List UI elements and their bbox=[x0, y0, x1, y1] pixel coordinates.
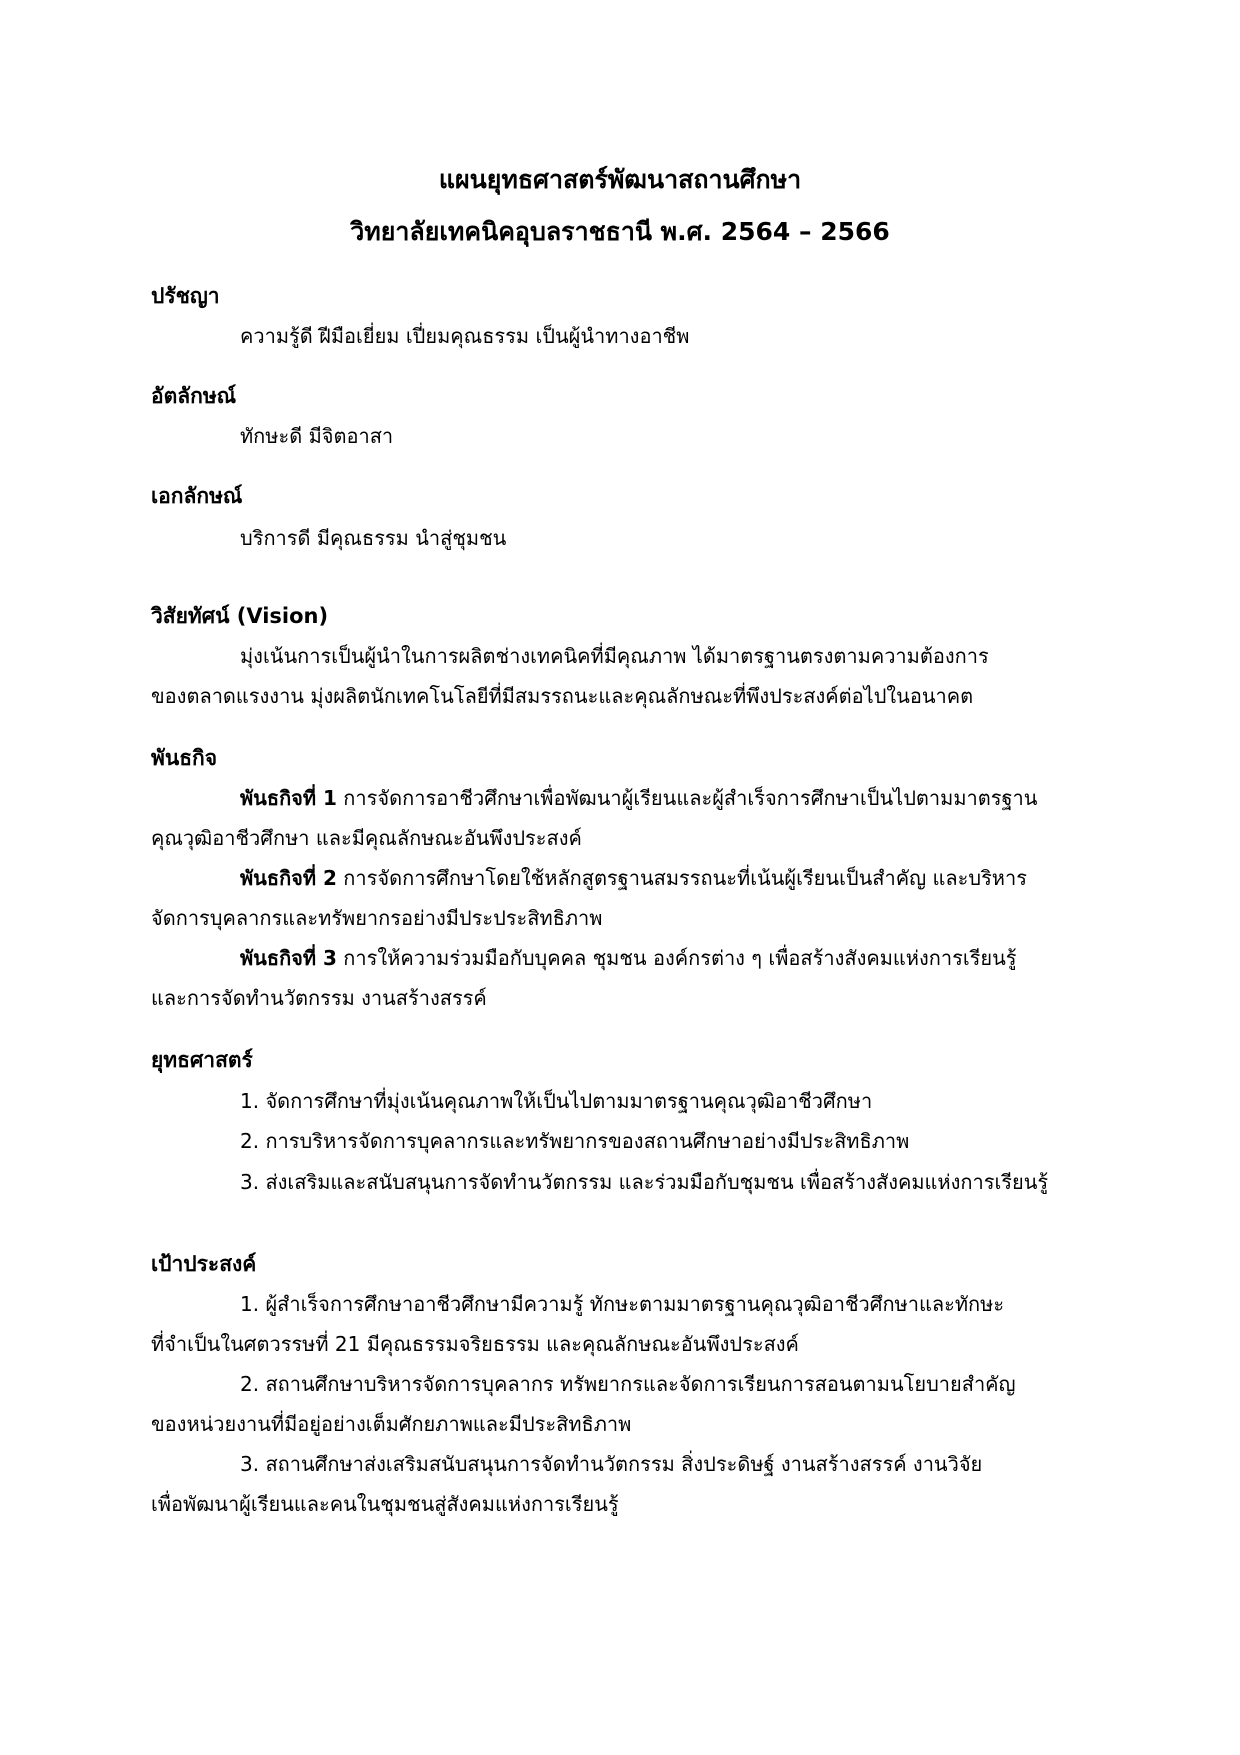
identity-text: ทักษะดี มีจิตอาสา bbox=[240, 424, 394, 448]
mission-item-2-text: การจัดการศึกษาโดยใช้หลักสูตรฐานสมรรถนะที่เน้นผู้เรียนเป็นสำคัญ และบริหาร bbox=[336, 866, 1027, 890]
identity-heading: อัตลักษณ์ bbox=[151, 384, 237, 408]
strategy-item-1: 1. จัดการศึกษาที่มุ่งเน้นคุณภาพให้เป็นไปตามมาตรฐานคุณวุฒิอาชีวศึกษา bbox=[240, 1089, 873, 1113]
document-title-line2: วิทยาลัยเทคนิคอุบลราชธานี พ.ศ. 2564 – 2566 bbox=[350, 217, 890, 246]
strategy-item-3: 3. ส่งเสริมและสนับสนุนการจัดทำนวัตกรรม และร่วมมือกับชุมชน เพื่อสร้างสังคมแห่งการเรียนรู้ bbox=[240, 1170, 1049, 1194]
uniqueness-text: บริการดี มีคุณธรรม นำสู่ชุมชน bbox=[240, 526, 507, 550]
vision-heading: วิสัยทัศน์ (Vision) bbox=[151, 604, 329, 628]
mission-heading: พันธกิจ bbox=[151, 746, 218, 770]
goal-item-3-line1: 3. สถานศึกษาส่งเสริมสนับสนุนการจัดทำนวัตกรรม สิ่งประดิษฐ์ งานสร้างสรรค์ งานวิจัย bbox=[240, 1452, 983, 1476]
mission-item-2-label: พันธกิจที่ 2 bbox=[240, 866, 337, 890]
strategy-item-2: 2. การบริหารจัดการบุคลากรและทรัพยากรของสถานศึกษาอย่างมีประสิทธิภาพ bbox=[240, 1129, 910, 1153]
mission-item-3-label: พันธกิจที่ 3 bbox=[240, 946, 337, 970]
vision-line1: มุ่งเน้นการเป็นผู้นำในการผลิตช่างเทคนิคที่มีคุณภาพ ได้มาตรฐานตรงตามความต้องการ bbox=[240, 644, 989, 668]
mission-item-3-line1 bbox=[240, 942, 1017, 974]
goal-item-2-line2: ของหน่วยงานที่มีอยู่อย่างเต็มศักยภาพและมีประสิทธิภาพ bbox=[151, 1412, 632, 1436]
mission-item-1-text: การจัดการอาชีวศึกษาเพื่อพัฒนาผู้เรียนและผู้สำเร็จการศึกษาเป็นไปตามมาตรฐาน bbox=[336, 786, 1038, 810]
document-title-line1: แผนยุทธศาสตร์พัฒนาสถานศึกษา bbox=[438, 165, 802, 194]
mission-item-1-label: พันธกิจที่ 1 bbox=[240, 786, 337, 810]
philosophy-text: ความรู้ดี ฝีมือเยี่ยม เปี่ยมคุณธรรม เป็นผู้นำทางอาชีพ bbox=[240, 324, 690, 348]
mission-item-1-line2: คุณวุฒิอาชีวศึกษา และมีคุณลักษณะอันพึงประสงค์ bbox=[151, 826, 582, 850]
mission-item-2-line2: จัดการบุคลากรและทรัพยากรอย่างมีประประสิทธิภาพ bbox=[151, 906, 603, 930]
vision-line2: ของตลาดแรงงาน มุ่งผลิตนักเทคโนโลยีที่มีสมรรถนะและคุณลักษณะที่พึงประสงค์ต่อไปในอนาคต bbox=[151, 684, 974, 708]
goal-item-2-line1: 2. สถานศึกษาบริหารจัดการบุคลากร ทรัพยากรและจัดการเรียนการสอนตามนโยบายสำคัญ bbox=[240, 1372, 1016, 1396]
strategy-heading: ยุทธศาสตร์ bbox=[151, 1048, 253, 1072]
mission-item-1-line1 bbox=[240, 782, 1037, 814]
goal-item-1-line2: ที่จำเป็นในศตวรรษที่ 21 มีคุณธรรมจริยธรรม และคุณลักษณะอันพึงประสงค์ bbox=[151, 1332, 799, 1356]
philosophy-heading: ปรัชญา bbox=[151, 284, 220, 308]
mission-item-3-line2: และการจัดทำนวัตกรรม งานสร้างสรรค์ bbox=[151, 986, 487, 1010]
mission-item-3-text: การให้ความร่วมมือกับบุคคล ชุมชน องค์กรต่าง ๆ เพื่อสร้างสังคมแห่งการเรียนรู้ bbox=[336, 946, 1017, 970]
mission-item-2-line1 bbox=[240, 862, 1027, 894]
goal-item-3-line2: เพื่อพัฒนาผู้เรียนและคนในชุมชนสู่สังคมแห่งการเรียนรู้ bbox=[151, 1492, 619, 1516]
goal-item-1-line1: 1. ผู้สำเร็จการศึกษาอาชีวศึกษามีความรู้ ทักษะตามมาตรฐานคุณวุฒิอาชีวศึกษาและทักษะ bbox=[240, 1292, 1005, 1316]
uniqueness-heading: เอกลักษณ์ bbox=[151, 484, 243, 508]
goals-heading: เป้าประสงค์ bbox=[151, 1252, 257, 1276]
